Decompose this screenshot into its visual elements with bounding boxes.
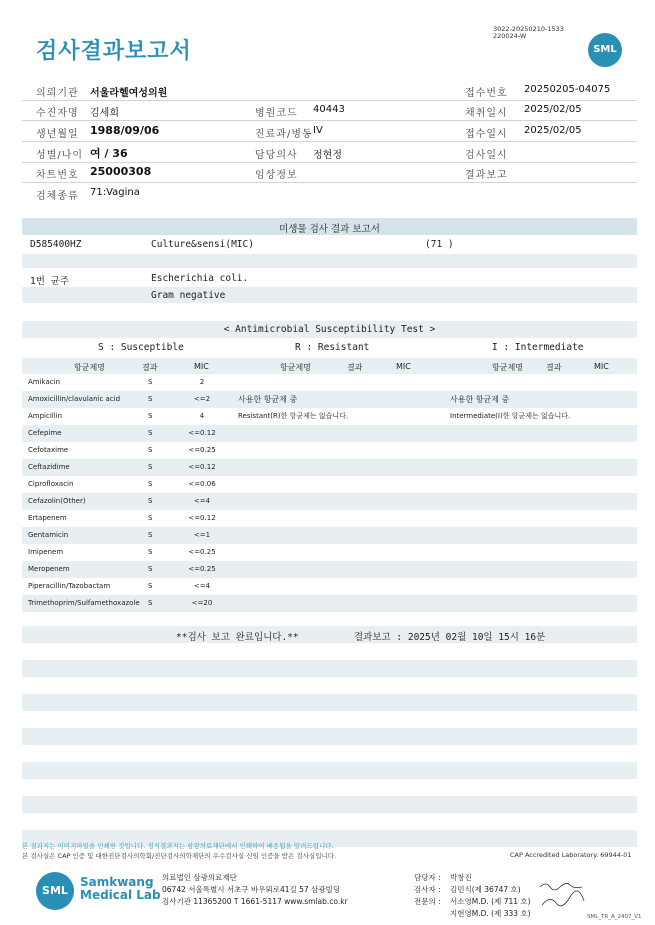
col-mic-r: MIC [396,362,411,371]
ast-drug-row [22,578,637,595]
patient-info-row [22,100,637,121]
drug-mic: 2 [199,378,205,386]
field-value: 2025/02/05 [524,104,582,115]
drug-mic: <=20 [191,599,213,607]
field-label: 담당의사 [255,150,298,161]
drug-result: S [148,514,153,522]
drug-name: Ceftazidime [28,463,70,471]
field-label: 차트번호 [36,170,79,181]
report-result-time: 결과보고 : 2025년 02월 10일 15시 16분 [354,632,546,643]
field-value: 정현정 [313,150,342,161]
doc-number-line-2: 220024-W [493,32,527,40]
intermediate-used-text: 사용한 항균제 중 [450,395,510,404]
drug-name: Ertapenem [28,514,67,522]
drug-result: S [148,463,153,471]
drug-name: Cefazolin(Other) [28,497,86,505]
field-label: 수진자명 [36,108,79,119]
resistant-used-text: 사용한 항균제 중 [238,395,298,404]
ast-drug-row [22,459,637,476]
staff-role: 담당자 : [414,873,441,882]
ast-column-header [22,358,637,374]
document-number [493,26,564,40]
drug-mic: <=4 [193,582,211,590]
drug-mic: <=0.12 [188,463,216,471]
field-value: 여 / 36 [90,147,128,160]
drug-name: Meropenem [28,565,70,573]
drug-name: Piperacillin/Tazobactam [28,582,111,590]
field-value: 40443 [313,104,345,115]
field-value: IV [313,125,323,136]
drug-mic: <=0.25 [188,565,216,573]
staff-name: 서소영M.D. (제 711 호) [450,897,531,906]
legend-resistant: R : Resistant [295,342,370,353]
report-title: 검사결과보고서 [36,39,192,64]
sml-logo-icon: SML [588,33,622,67]
ast-drug-row [22,595,637,612]
field-value: 25000308 [90,165,152,178]
micro-section-title: 미생물 검사 결과 보고서 [279,224,380,235]
drug-result: S [148,497,153,505]
ast-drug-row [22,493,637,510]
drug-mic: <=0.25 [188,548,216,556]
blank-band [22,254,637,268]
drug-mic: 4 [199,412,205,420]
ast-drug-row [22,374,637,391]
footer-org: 의료법인 삼광의료재단 [162,873,237,882]
drug-name: Imipenem [28,548,64,556]
field-label: 결과보고 [465,170,508,181]
cap-accreditation: CAP Accredited Laboratory. 69944-01 [510,851,632,859]
blank-band [22,728,637,745]
intermediate-none-text: Intermediate(I)한 항균제는 없습니다. [450,412,571,420]
ast-drug-row [22,544,637,561]
patient-info-row [22,142,637,163]
ast-drug-row [22,391,637,408]
drug-result: S [148,378,153,386]
legend-susceptible: S : Susceptible [98,342,184,353]
blank-band [22,796,637,813]
form-id: SML_TR_A_2407_V1 [587,914,642,920]
field-label: 진료과/병동 [255,129,313,140]
patient-info-row [22,80,637,101]
field-value: 서울라헬여성의원 [90,88,168,99]
micro-section-header [22,218,637,235]
staff-role: 검사자 : [414,885,441,894]
staff-name: 박창진 [450,873,472,882]
field-value: 71:Vagina [90,187,140,198]
field-label: 검체종류 [36,191,79,202]
ast-title: < Antimicrobial Susceptibility Test > [223,324,436,335]
ast-drug-row [22,510,637,527]
field-label: 접수일시 [465,129,508,140]
drug-result: S [148,429,153,437]
test-number: (71 ) [425,239,454,250]
staff-name: 김민식(제 36747 호) [450,885,521,894]
field-label: 성별/나이 [36,150,84,161]
field-label: 병원코드 [255,108,298,119]
sml-brand-name [80,876,161,902]
ast-drug-row [22,425,637,442]
footer-address: 06742 서울특별시 서초구 바우뫼로41길 57 삼광빌딩 [162,885,341,894]
signature-icon [538,879,588,913]
drug-name: Amoxicillin/clavulanic acid [28,395,121,403]
footer-note-2: 본 검사실은 CAP 인증 및 대한진단검사의학회/진단검사의학재단의 우수검사실 신임 인증을 받은 검사실입니다. [22,852,337,860]
drug-result: S [148,548,153,556]
legend-intermediate: I : Intermediate [492,342,584,353]
drug-result: S [148,531,153,539]
test-code: D585400HZ [30,239,82,250]
blank-band [22,660,637,677]
drug-name: Cefepime [28,429,62,437]
field-label: 임상정보 [255,170,298,181]
col-result-s: 결과 [142,363,158,372]
report-complete-text: **검사 보고 완료입니다.** [176,632,299,643]
drug-name: Cefotaxime [28,446,69,454]
brand-line-1: Samkwang [80,875,154,889]
drug-mic: <=0.12 [188,429,216,437]
drug-name: Trimethoprim/Sulfamethoxazole [28,599,140,607]
drug-name: Ciprofloxacin [28,480,74,488]
resistant-none-text: Resistant(R)한 항균제는 없습니다. [238,412,349,420]
field-value: 20250205-04075 [524,84,611,95]
footer-registration: 검사기관 11365200 T 1661-5117 www.smlab.co.kr [162,897,348,906]
col-drug-s: 항균제명 [74,363,105,372]
drug-result: S [148,446,153,454]
field-value: 2025/02/05 [524,125,582,136]
ast-drug-row [22,442,637,459]
drug-result: S [148,599,153,607]
ast-header [22,321,637,338]
drug-result: S [148,582,153,590]
ast-drug-row [22,476,637,493]
drug-mic: <=4 [193,497,211,505]
drug-result: S [148,412,153,420]
gram-band [22,287,637,303]
sml-footer-logo-icon: SML [36,872,74,910]
drug-result: S [148,565,153,573]
blank-band [22,762,637,779]
patient-info-row [22,183,637,203]
staff-role: 전문의 : [414,897,441,906]
field-value: 김세희 [90,108,119,119]
field-label: 검사일시 [465,150,508,161]
field-label: 접수번호 [465,88,508,99]
blank-band [22,694,637,711]
field-label: 생년월일 [36,129,79,140]
drug-name: Gentamicin [28,531,69,539]
drug-mic: <=0.25 [188,446,216,454]
drug-mic: <=0.12 [188,514,216,522]
drug-mic: <=0.06 [188,480,216,488]
col-result-r: 결과 [347,363,363,372]
drug-mic: <=1 [193,531,211,539]
test-name: Culture&sensi(MIC) [151,239,254,250]
gram-stain: Gram negative [151,290,226,301]
patient-info-row [22,162,637,183]
doc-number-line-1: 3022-20250210-1533 [493,25,564,33]
field-label: 채취일시 [465,108,508,119]
col-drug-i: 항균제명 [492,363,523,372]
patient-info-row [22,121,637,142]
drug-result: S [148,395,153,403]
col-drug-r: 항균제명 [280,363,311,372]
drug-name: Amikacin [28,378,61,386]
ast-drug-row [22,561,637,578]
drug-mic: <=2 [193,395,211,403]
col-mic-i: MIC [594,362,609,371]
footer-note-1: 본 결과지는 이미지파일을 인쇄한 것입니다. 정식결과지는 삼광의료재단에서 인쇄하여 배송됨을 알려드립니다. [22,842,334,850]
col-mic-s: MIC [194,362,209,371]
drug-name: Ampicillin [28,412,63,420]
ast-drug-row [22,527,637,544]
staff-name: 지현영M.D. (제 333 호) [450,909,531,918]
field-value: 1988/09/06 [90,124,160,137]
report-complete-band [22,626,637,643]
organism-label: 1번 균주 [30,276,69,287]
brand-line-2: Medical Lab [80,888,161,902]
organism-name: Escherichia coli. [151,273,249,284]
col-result-i: 결과 [546,363,562,372]
drug-result: S [148,480,153,488]
field-label: 의뢰기관 [36,88,79,99]
